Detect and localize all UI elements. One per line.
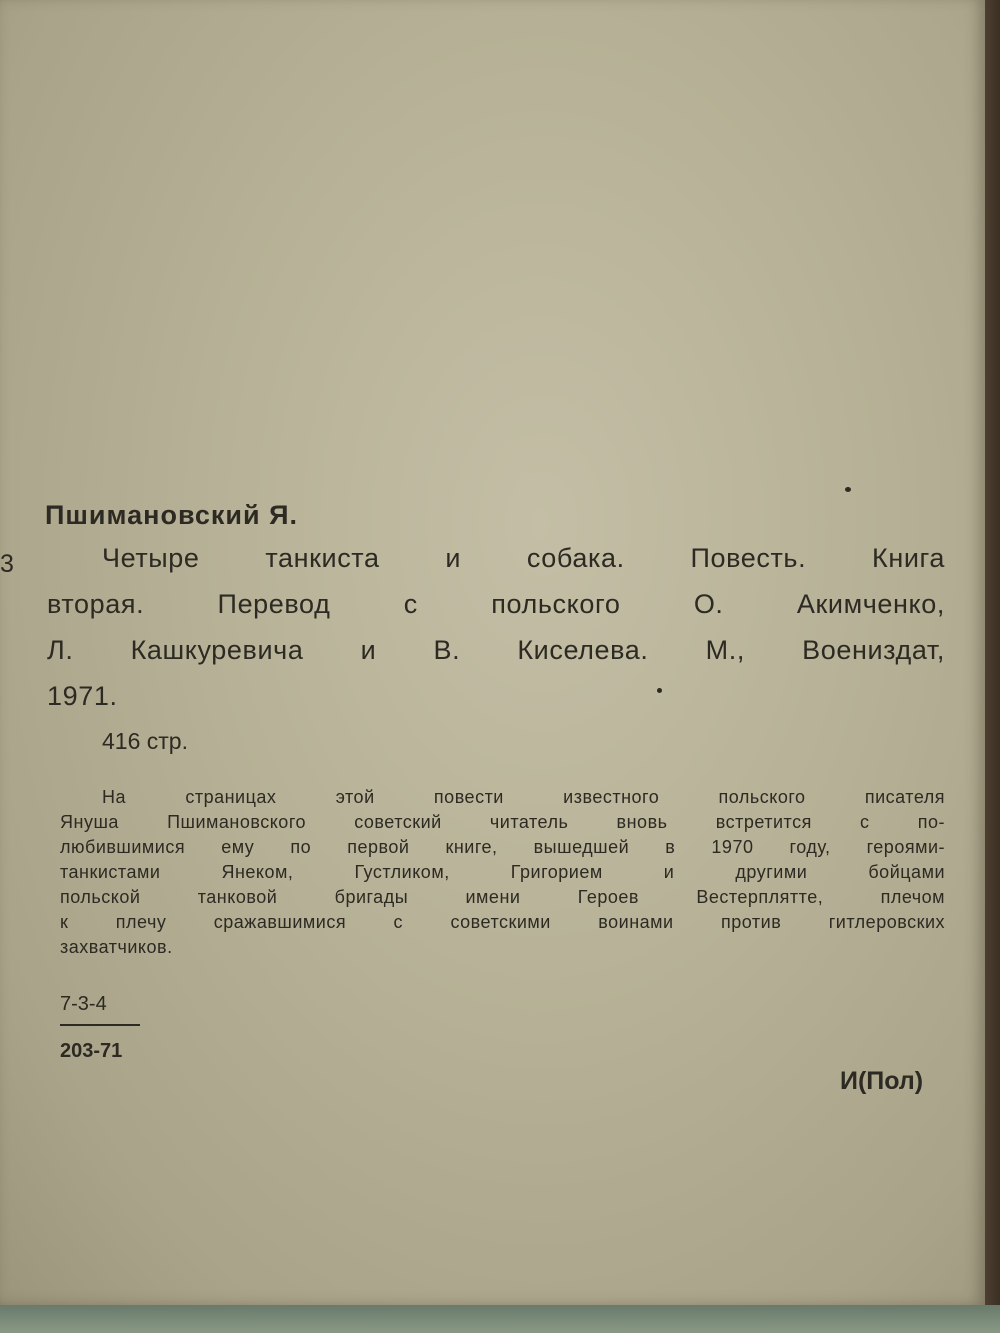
ink-speck bbox=[657, 688, 662, 693]
description-line: Четыре танкиста и собака. Повесть. Книга bbox=[102, 543, 945, 573]
catalog-code-fraction-rule bbox=[60, 1024, 140, 1026]
classification-index: И(Пол) bbox=[840, 1067, 924, 1095]
annotation-line: польской танковой бригады имени Героев Вестерплятте, плечом bbox=[60, 887, 945, 907]
catalog-code-denominator: 203-71 bbox=[60, 1040, 123, 1062]
description-line: 1971. bbox=[47, 681, 118, 711]
ink-speck bbox=[845, 487, 851, 492]
catalog-code-numerator: 7-3-4 bbox=[60, 993, 107, 1015]
annotation-line: захватчиков. bbox=[60, 937, 173, 957]
bibliographic-description bbox=[47, 535, 945, 719]
annotation-line: На страницах этой повести известного польского писателя bbox=[102, 787, 945, 807]
description-line: вторая. Перевод с польского О. Акимченко, bbox=[47, 589, 945, 619]
annotation-line: к плечу сражавшимися с советскими воинами против гитлеровских bbox=[60, 912, 945, 932]
annotation-paragraph bbox=[60, 785, 945, 960]
annotation-line: танкистами Янеком, Густликом, Григорием и другими бойцами bbox=[60, 862, 945, 882]
margin-index-code: 3 bbox=[0, 550, 14, 578]
page-count: 416 стр. bbox=[102, 728, 188, 754]
annotation-line: любившимися ему по первой книге, вышедшей в 1970 году, героями- bbox=[60, 837, 945, 857]
annotation-line: Януша Пшимановского советский читатель вновь встретится с по- bbox=[60, 812, 945, 832]
page-edge-bottom bbox=[0, 1305, 1000, 1333]
author-heading: Пшимановский Я. bbox=[45, 500, 299, 530]
description-line: Л. Кашкуревича и В. Киселева. М., Воениздат, bbox=[47, 635, 945, 665]
page-edge-right bbox=[985, 0, 1000, 1333]
